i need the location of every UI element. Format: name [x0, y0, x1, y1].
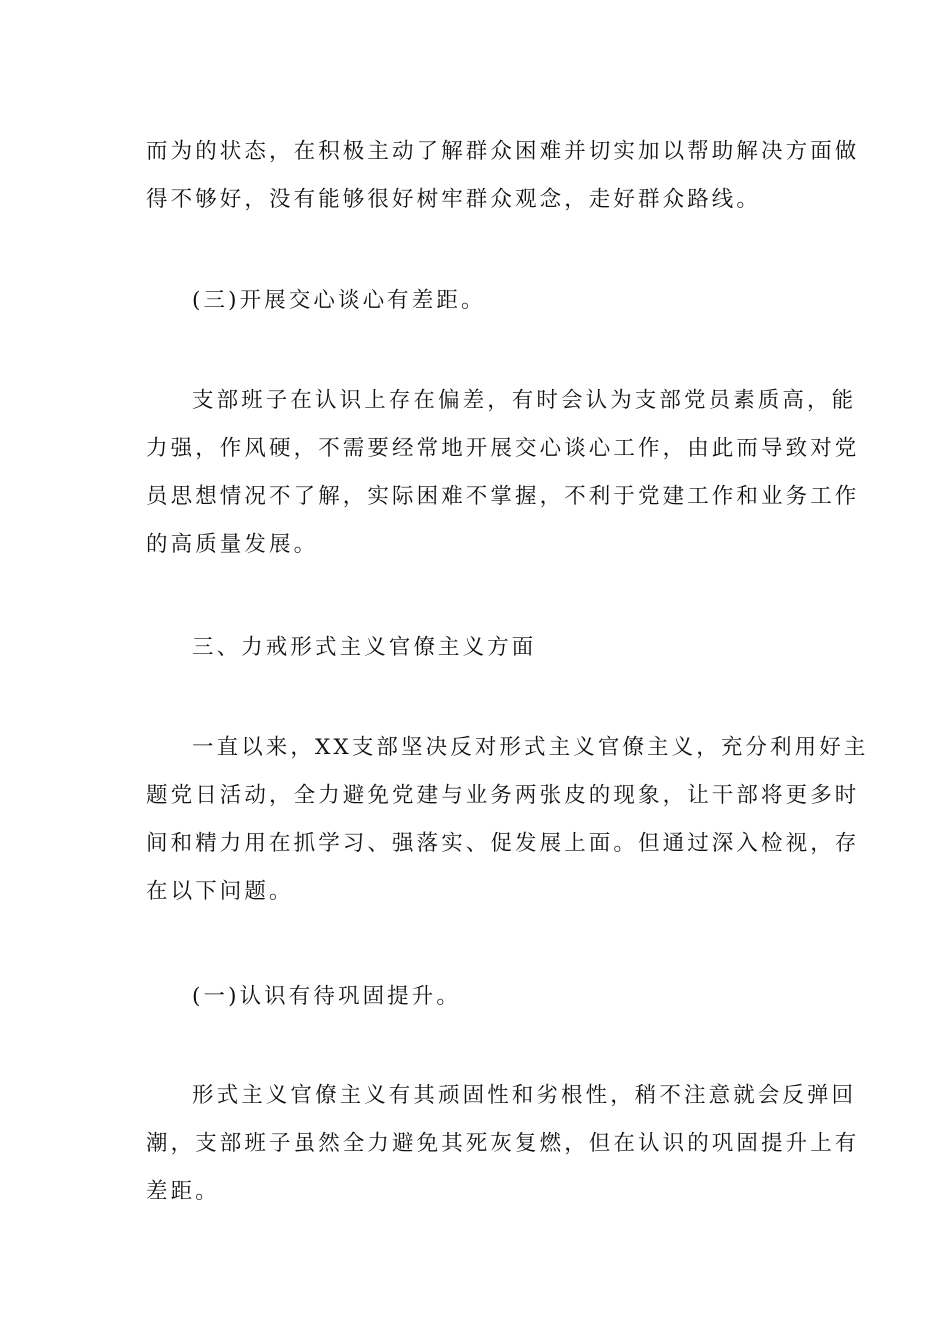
text-line: 支部班子在认识上存在偏差，有时会认为支部党员素质高，能 — [192, 388, 857, 413]
text-line: 潮，支部班子虽然全力避免其死灰复燃，但在认识的巩固提升上有 — [146, 1131, 860, 1156]
text-line: 形式主义官僚主义有其顽固性和劣根性，稍不注意就会反弹回 — [192, 1083, 857, 1108]
text-line: 在以下问题。 — [146, 879, 294, 904]
paragraph-formalism — [146, 724, 869, 916]
paragraph-heart-to-heart — [146, 377, 860, 569]
text-line: 而为的状态，在积极主动了解群众困难并切实加以帮助解决方面做 — [146, 139, 860, 164]
paragraph-recognition — [146, 1072, 860, 1216]
text-line: 题党日活动，全力避免党建与业务两张皮的现象，让干部将更多时 — [146, 783, 860, 808]
text-line: 的高质量发展。 — [146, 532, 319, 557]
text-line: 得不够好，没有能够很好树牢群众观念，走好群众路线。 — [146, 187, 762, 212]
text-line: 员思想情况不了解，实际困难不掌握，不利于党建工作和业务工作 — [146, 484, 860, 509]
subheading-text: (三)开展交心谈心有差距。 — [192, 288, 486, 313]
text-line: 间和精力用在抓学习、强落实、促发展上面。但通过深入检视，存 — [146, 831, 860, 856]
section-heading-text: 三、力戒形式主义官僚主义方面 — [192, 635, 537, 660]
paragraph-continuation — [146, 128, 860, 224]
text-line: 差距。 — [146, 1179, 220, 1204]
section-heading-three — [146, 624, 804, 672]
text-line: 力强，作风硬，不需要经常地开展交心谈心工作，由此而导致对党 — [146, 436, 860, 461]
subheading-text: (一)认识有待巩固提升。 — [192, 984, 461, 1009]
subheading-one — [146, 973, 804, 1021]
text-line: 一直以来，XX支部坚决反对形式主义官僚主义，充分利用好主 — [192, 735, 869, 760]
subheading-three — [146, 277, 804, 325]
